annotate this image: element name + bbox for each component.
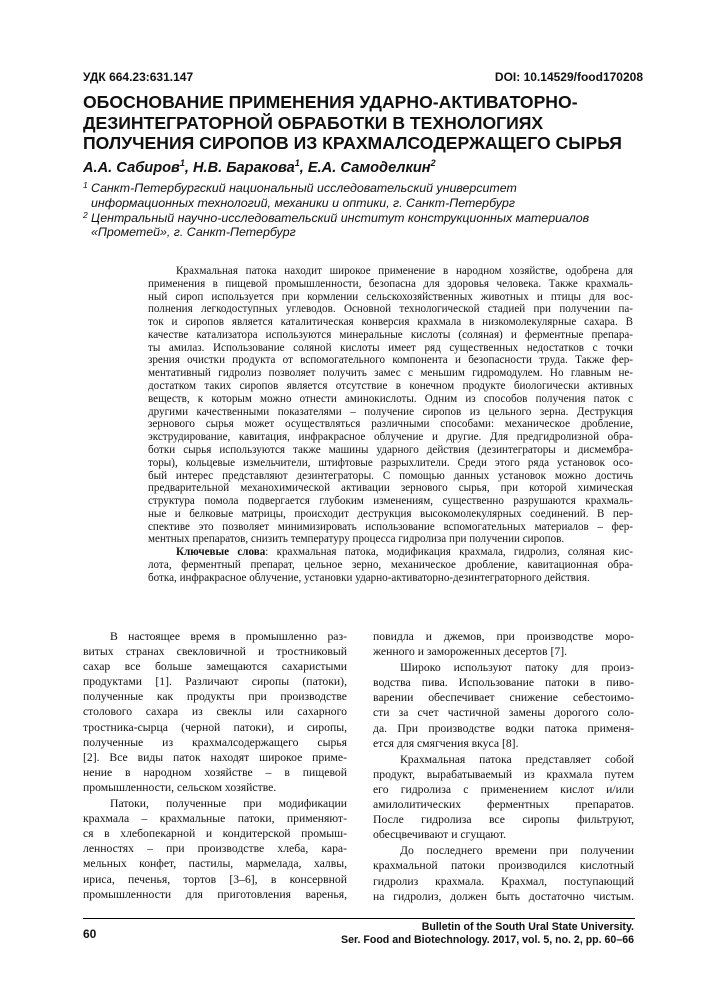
body-line: полученные как продукты при производстве bbox=[83, 690, 347, 704]
abstract-line: предварительной механохимической активации зернового сырья, при которой химическая bbox=[148, 482, 633, 495]
body-line: промышленности, сельском хозяйстве. bbox=[83, 780, 277, 794]
abstract-line: качестве катализатора используются минеральные кислоты (соляная) и ферментные препара- bbox=[148, 328, 633, 341]
body-paragraph bbox=[83, 796, 347, 902]
body-paragraph bbox=[373, 660, 634, 751]
journal-citation bbox=[234, 921, 634, 947]
keywords-text: : крахмальная патока, модификация крахмала, гидролиз, соляная кис- bbox=[265, 546, 633, 559]
abstract-line: торы), кольцевые измельчители, штифтовые разрыхлители. Среди этого ряда установок осо- bbox=[148, 456, 633, 469]
affiliation-line: Центральный научно-исследовательский институт конструкционных материалов bbox=[91, 210, 590, 225]
abstract-line: ментативный гидролиз позволяет получить замес с меньшим гидромодулем. Но главным не- bbox=[148, 367, 633, 380]
abstract-line: зернового сырья может осуществляться различными способами: механическое дробление, bbox=[148, 418, 633, 431]
body-line: его гидролиза с применением кислот и/или bbox=[373, 782, 634, 796]
affiliation-1 bbox=[83, 181, 643, 211]
abstract-line: структура помола подвергается глубоким изменениям, существенно разрушаются крахмаль- bbox=[148, 495, 633, 508]
abstract-line: ботки сырья используются также машины ударного действия (дезинтеграторы и дисмембра- bbox=[148, 443, 633, 456]
author-name: А.А. Сабиров bbox=[83, 159, 180, 176]
author-separator: , bbox=[299, 159, 308, 176]
body-line: полученные из крахмалсодержащего сырья bbox=[83, 735, 347, 749]
author-list bbox=[83, 158, 643, 176]
abstract-line: бый интерес представляют дезинтеграторы. С помощью данных установок можно достичь bbox=[148, 469, 633, 482]
body-paragraph bbox=[373, 752, 634, 843]
body-line: ется для смягчения вкуса [8]. bbox=[373, 736, 519, 750]
body-line: гидролиз крахмала. Крахмал, поступающий bbox=[373, 874, 634, 888]
body-line: После гидролиза все сиропы фильтруют, bbox=[373, 813, 634, 827]
body-line: нение в народном хозяйстве – в пищевой bbox=[83, 765, 347, 779]
keywords-line: лота, ферментный препарат, цельное зерно, механическое дробление, кавитационная обра- bbox=[148, 558, 633, 571]
body-line: [2]. Все виды паток находят широкое приме- bbox=[83, 750, 347, 764]
affiliation-line: «Прометей», г. Санкт-Петербург bbox=[91, 225, 296, 240]
abstract-line: ток и сиропов является каталитическая конверсия крахмала в низкомолекулярные сахара. В bbox=[148, 316, 633, 329]
abstract-line: полнения легкодоступных углеводов. Основной технологической стадией при получении па- bbox=[148, 303, 633, 316]
body-line: на гидролиз, должен быть достаточно чистым. bbox=[373, 889, 634, 903]
abstract bbox=[148, 265, 633, 585]
body-line: да. При производстве водки патока применя- bbox=[373, 721, 634, 735]
affiliation-2 bbox=[83, 211, 643, 241]
abstract-line: ные и белковые матрицы, происходит деструкция высокомолекулярных соединений. В пер- bbox=[148, 507, 633, 520]
body-line: До последнего времени при получении bbox=[400, 844, 634, 858]
article-title bbox=[83, 92, 643, 154]
keywords bbox=[148, 546, 633, 559]
body-line: ся в хлебопекарной и кондитерской промыш- bbox=[83, 827, 347, 841]
body-line: ленностях – при производстве хлеба, кара- bbox=[83, 842, 347, 856]
author-name: Е.А. Самоделкин bbox=[307, 159, 431, 176]
body-line: Широко используют патоку для произ- bbox=[400, 661, 634, 675]
udc-code: УДК 664.23:631.147 bbox=[83, 70, 194, 84]
body-line: витых странах свекловичной и тростниковый bbox=[83, 645, 347, 659]
body-line: ириса, печенья, тортов [3–6], в консервной bbox=[83, 872, 347, 886]
body-column-right bbox=[373, 629, 634, 905]
page-number: 60 bbox=[83, 927, 97, 941]
keywords-label: Ключевые слова bbox=[176, 546, 266, 559]
affiliation-mark: 1 bbox=[83, 180, 88, 190]
abstract-line: достатком таких сиропов является отсутствие в конечном продукте биологически активных bbox=[148, 380, 633, 393]
author-affiliation-mark: 1 bbox=[179, 158, 185, 168]
abstract-body bbox=[148, 265, 633, 546]
abstract-line: экструдирование, кавитация, инфракрасное облучение и другие. Для предгидролизной обра- bbox=[148, 431, 633, 444]
abstract-line: ный сироп используется при кормлении сельскохозяйственных животных и птицы для вос- bbox=[148, 290, 633, 303]
body-line: амилолитических ферментных препаратов. bbox=[373, 798, 634, 812]
body-line: сахар все больше замещаются сахаристыми bbox=[83, 660, 347, 674]
author-affiliation-mark: 1 bbox=[294, 158, 300, 168]
abstract-line: Крахмальная патока находит широкое применение в народном хозяйстве, одобрена для bbox=[176, 265, 633, 277]
affiliation-line: Санкт-Петербургский национальный исследовательский университет bbox=[91, 181, 517, 195]
body-column-left bbox=[83, 629, 347, 903]
body-line: повидла и джемов, при производстве моро- bbox=[373, 630, 634, 643]
abstract-line: другими качественными показателями – получение сиропов из цельного зерна. Деструкция bbox=[148, 405, 633, 418]
title-line: ПОЛУЧЕНИЯ СИРОПОВ ИЗ КРАХМАЛСОДЕРЖАЩЕГО СЫРЬЯ bbox=[83, 133, 622, 153]
abstract-line: зрения очистки продукта от вспомогательного компонента и безопасности труда. Также фер- bbox=[148, 354, 633, 367]
body-paragraph bbox=[83, 629, 347, 795]
abstract-line: спективе это позволяет минимизировать использование вспомогательных материалов – фер- bbox=[148, 520, 633, 533]
abstract-line: ментных препаратов, снизить температуру процесса гидролиза при получении сиропов. bbox=[148, 533, 565, 546]
body-line: водства пива. Использование патоки в пиво- bbox=[373, 676, 634, 690]
journal-line: Ser. Food and Biotechnology. 2017, vol. 5, no. 2, pp. 60–66 bbox=[341, 934, 634, 946]
abstract-line: веществ, к которым можно отнести аминокислоты. Одним из способов получения паток с bbox=[148, 392, 633, 405]
author-separator: , bbox=[184, 159, 193, 176]
title-line: ДЕЗИНТЕГРАТОРНОЙ ОБРАБОТКИ В ТЕХНОЛОГИЯХ bbox=[83, 112, 544, 133]
body-line: продуктами [1]. Различают сиропы (патоки), bbox=[83, 675, 347, 689]
body-line: крахмала – крахмальные патоки, применяют- bbox=[83, 812, 347, 826]
body-line: варении обеспечивает снижение себестоимо- bbox=[373, 691, 634, 705]
affiliation-mark: 2 bbox=[83, 209, 88, 220]
body-line: мельных конфет, пастилы, мармелада, халвы, bbox=[83, 857, 347, 871]
doi-identifier: DOI: 10.14529/food170208 bbox=[494, 70, 643, 84]
footer-rule bbox=[83, 918, 635, 919]
abstract-line: ты амилаз. Использование соляной кислоты имеет ряд существенных недостатков с точки bbox=[148, 341, 633, 354]
keywords-line: ботка, инфракрасное облучение, установки ударно-активаторно-дезинтеграторного действия. bbox=[148, 571, 590, 584]
body-line: промышленности для приготовления варенья, bbox=[83, 887, 347, 901]
body-line: тростника-сырца (черной патоки), и сиропы, bbox=[83, 720, 347, 734]
body-line: Крахмальная патока представляет собой bbox=[400, 752, 634, 766]
body-line: женного и замороженных десертов [7]. bbox=[373, 645, 568, 659]
body-line: В настоящее время в промышленно раз- bbox=[110, 630, 347, 643]
body-line: продукт, вырабатываемый из крахмала путем bbox=[373, 767, 634, 781]
abstract-line: применения в пищевой промышленности, безопасна для здоровья человека. Также крахмаль- bbox=[148, 277, 633, 290]
affiliations bbox=[83, 181, 643, 240]
body-line: столового сахара из свеклы или сахарного bbox=[83, 705, 347, 719]
body-paragraph bbox=[373, 629, 634, 659]
author-name: Н.В. Баракова bbox=[192, 159, 295, 176]
body-line: Патоки, полученные при модификации bbox=[110, 797, 347, 811]
body-line: крахмальной патоки производился кислотный bbox=[373, 859, 634, 873]
body-line: обесцвечивают и сгущают. bbox=[373, 828, 507, 842]
journal-line: Bulletin of the South Ural State University. bbox=[421, 921, 634, 933]
title-line: ОБОСНОВАНИЕ ПРИМЕНЕНИЯ УДАРНО-АКТИВАТОРНО- bbox=[83, 92, 578, 112]
affiliation-line: информационных технологий, механики и оптики, г. Санкт-Петербург bbox=[91, 195, 515, 210]
header-row bbox=[83, 70, 643, 86]
body-line: сти за счет частичной замены дорогого соло- bbox=[373, 706, 634, 720]
author-affiliation-mark: 2 bbox=[430, 158, 436, 168]
body-paragraph bbox=[373, 843, 634, 903]
